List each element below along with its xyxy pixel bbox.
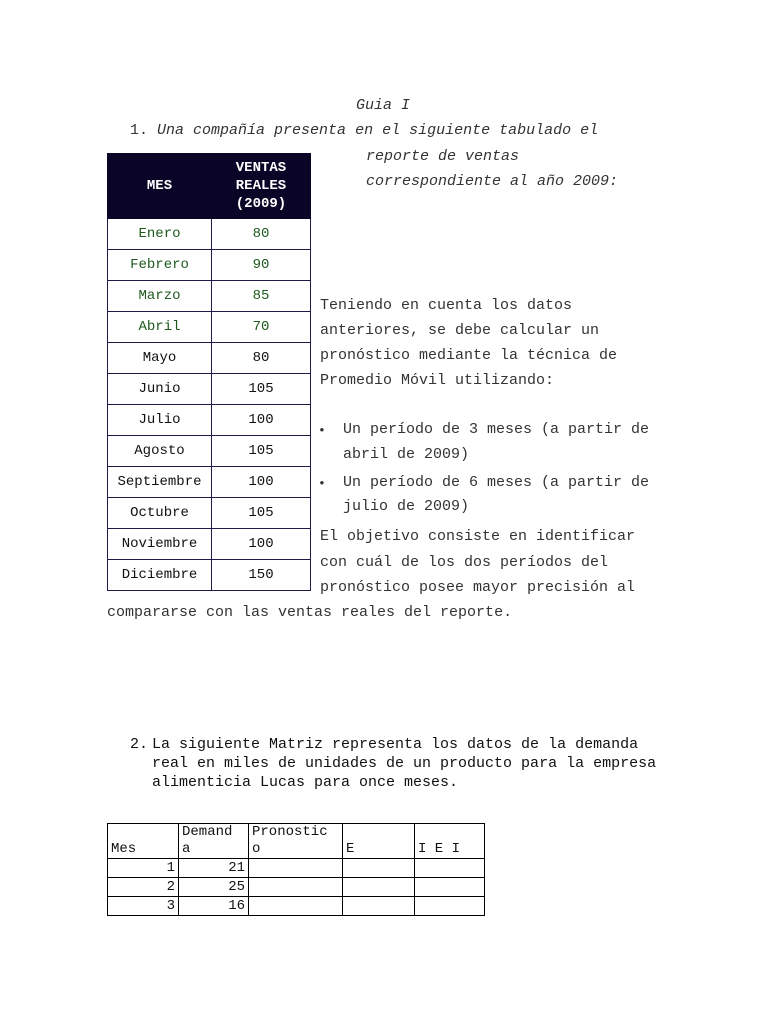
header-ventas-line1: VENTAS [235, 160, 287, 176]
bullet-item-1-line2: abril de 2009) [343, 446, 470, 463]
objective-final-line: compararse con las ventas reales del reporte. [107, 604, 513, 621]
iei-cell [415, 897, 485, 916]
month-cell: Octubre [108, 498, 212, 529]
pronostico-cell [249, 859, 343, 878]
question-2-line: La siguiente Matriz representa los datos de la demanda [152, 736, 639, 753]
sales-table [107, 153, 311, 591]
table-row [108, 859, 485, 878]
demanda-cell: 25 [179, 878, 249, 897]
sales-cell: 105 [212, 436, 311, 467]
header-demanda-line1: Demand [182, 824, 233, 840]
pronostico-cell [249, 878, 343, 897]
table-row [108, 374, 311, 405]
header-demanda [179, 824, 249, 859]
question-1-number: 1. [130, 122, 149, 139]
header-e: E [343, 824, 415, 859]
document-title: Guia I [356, 97, 411, 114]
sales-cell: 85 [212, 281, 311, 312]
sales-cell: 105 [212, 374, 311, 405]
sales-table-header [108, 154, 311, 219]
table-row [108, 219, 311, 250]
table-row [108, 498, 311, 529]
question-1-intro-line3: correspondiente al año 2009: [366, 173, 619, 190]
demanda-cell: 21 [179, 859, 249, 878]
sales-cell: 100 [212, 529, 311, 560]
e-cell [343, 897, 415, 916]
month-cell: Abril [108, 312, 212, 343]
iei-cell [415, 878, 485, 897]
bullet-item-1-line1: Un período de 3 meses (a partir de [343, 421, 650, 438]
header-mes: Mes [108, 824, 179, 859]
question-2-line: real en miles de unidades de un producto para la empresa [152, 755, 657, 772]
table-row [108, 281, 311, 312]
month-cell: Agosto [108, 436, 212, 467]
sales-cell: 80 [212, 343, 311, 374]
header-mes: MES [108, 154, 212, 219]
bullet-item-2-line2: julio de 2009) [343, 498, 470, 515]
month-cell: Mayo [108, 343, 212, 374]
sales-cell: 70 [212, 312, 311, 343]
sales-cell: 100 [212, 467, 311, 498]
mes-cell: 3 [108, 897, 179, 916]
month-cell: Julio [108, 405, 212, 436]
bullet-icon: • [318, 476, 326, 491]
table-row [108, 878, 485, 897]
mes-cell: 2 [108, 878, 179, 897]
table-row [108, 467, 311, 498]
question-2-number: 2. [130, 736, 149, 753]
month-cell: Marzo [108, 281, 212, 312]
e-cell [343, 859, 415, 878]
header-ventas-reales [212, 154, 311, 219]
table-row [108, 250, 311, 281]
objective-line: pronóstico posee mayor precisión al [320, 579, 636, 596]
table-row [108, 529, 311, 560]
table-row [108, 405, 311, 436]
table-row [108, 436, 311, 467]
bullet-item-2-line1: Un período de 6 meses (a partir de [343, 474, 650, 491]
bullet-icon: • [318, 423, 326, 438]
objective-line: El objetivo consiste en identificar [320, 528, 636, 545]
month-cell: Diciembre [108, 560, 212, 591]
question-2-line: alimenticia Lucas para once meses. [152, 774, 459, 791]
sales-cell: 100 [212, 405, 311, 436]
header-ventas-line2: REALES [235, 178, 287, 194]
instruction-line: Promedio Móvil utilizando: [320, 372, 555, 389]
month-cell: Junio [108, 374, 212, 405]
question-1-intro-line1: Una compañía presenta en el siguiente tabulado el [157, 122, 599, 139]
pronostico-cell [249, 897, 343, 916]
month-cell: Enero [108, 219, 212, 250]
sales-cell: 80 [212, 219, 311, 250]
month-cell: Noviembre [108, 529, 212, 560]
header-ventas-line3: (2009) [235, 196, 287, 212]
table-row [108, 312, 311, 343]
demand-matrix-table [107, 823, 485, 916]
question-1-intro [130, 122, 598, 139]
question-1-intro-line2: reporte de ventas [366, 148, 520, 165]
iei-cell [415, 859, 485, 878]
header-iei: I E I [415, 824, 485, 859]
header-pronostico [249, 824, 343, 859]
sales-cell: 105 [212, 498, 311, 529]
instruction-line: anteriores, se debe calcular un [320, 322, 600, 339]
mes-cell: 1 [108, 859, 179, 878]
instruction-line: Teniendo en cuenta los datos [320, 297, 573, 314]
table-row [108, 897, 485, 916]
e-cell [343, 878, 415, 897]
header-pronostico-line2: o [252, 841, 261, 857]
month-cell: Febrero [108, 250, 212, 281]
month-cell: Septiembre [108, 467, 212, 498]
table-row [108, 343, 311, 374]
demanda-cell: 16 [179, 897, 249, 916]
demand-matrix-header [108, 824, 485, 859]
header-pronostico-line1: Pronostic [252, 824, 328, 840]
sales-cell: 90 [212, 250, 311, 281]
instruction-line: pronóstico mediante la técnica de [320, 347, 618, 364]
question-2-text [152, 735, 672, 792]
table-row [108, 560, 311, 591]
header-demanda-line2: a [182, 841, 191, 857]
sales-cell: 150 [212, 560, 311, 591]
objective-line: con cuál de los dos períodos del [320, 554, 609, 571]
